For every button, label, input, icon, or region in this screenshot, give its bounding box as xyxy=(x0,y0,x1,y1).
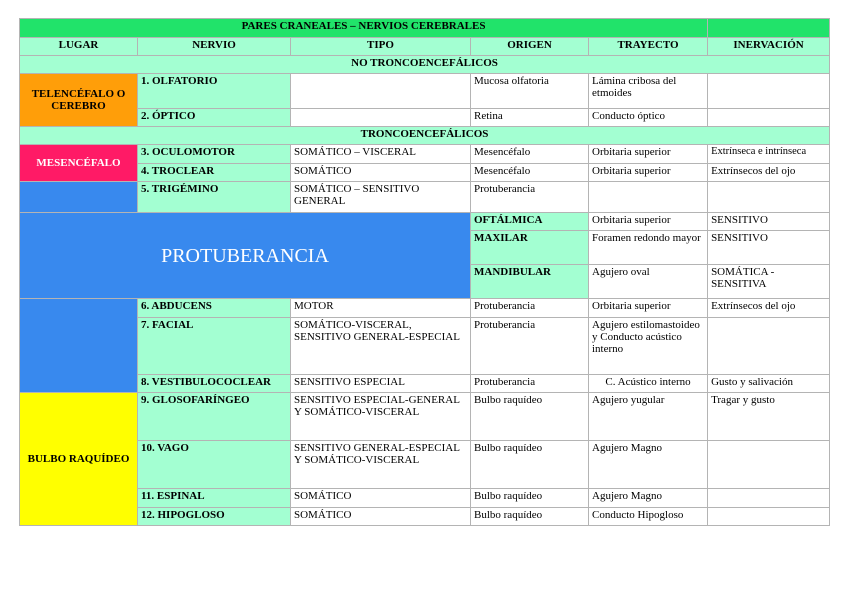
origen-cell: Retina xyxy=(471,109,589,127)
inervacion-cell xyxy=(708,109,830,127)
trayecto-cell: C. Acústico interno xyxy=(589,375,708,393)
nervio-branch-cell: MANDIBULAR xyxy=(471,265,589,299)
trayecto-cell: Agujero oval xyxy=(589,265,708,299)
header-origen: ORIGEN xyxy=(471,38,589,56)
inervacion-cell xyxy=(708,182,830,213)
tipo-cell: SENSITIVO GENERAL-ESPECIAL Y SOMÁTICO-VISCERAL xyxy=(291,441,471,489)
inervacion-cell: SENSITIVO xyxy=(708,231,830,265)
protuberancia-label: PROTUBERANCIA xyxy=(161,244,329,267)
tipo-cell: SENSITIVO ESPECIAL-GENERAL Y SOMÁTICO-VISCERAL xyxy=(291,393,471,441)
origen-cell: Protuberancia xyxy=(471,318,589,375)
nervio-cell: 11. ESPINAL xyxy=(138,489,291,508)
tipo-cell: SOMÁTICO – VISCERAL xyxy=(291,145,471,164)
trayecto-cell: Orbitaria superior xyxy=(589,164,708,182)
lugar-telencefalo: TELENCÉFALO O CEREBRO xyxy=(20,74,138,127)
inervacion-cell: Extrínsecos del ojo xyxy=(708,299,830,318)
table-title: PARES CRANEALES – NERVIOS CEREBRALES xyxy=(20,19,708,38)
title-empty-cell xyxy=(708,19,830,38)
tipo-cell: SOMÁTICO – SENSITIVO GENERAL xyxy=(291,182,471,213)
inervacion-cell xyxy=(708,489,830,508)
tipo-cell: SOMÁTICO xyxy=(291,164,471,182)
section-no-troncoencefalicos: NO TRONCOENCEFÁLICOS xyxy=(20,56,830,74)
inervacion-cell xyxy=(708,441,830,489)
nervio-cell: 12. HIPOGLOSO xyxy=(138,508,291,526)
origen-cell: Bulbo raquídeo xyxy=(471,393,589,441)
header-tipo: TIPO xyxy=(291,38,471,56)
lugar-protuberancia-bottom xyxy=(20,299,138,393)
header-inervacion: INERVACIÓN xyxy=(708,38,830,56)
nervio-branch-cell: MAXILAR xyxy=(471,231,589,265)
origen-cell: Bulbo raquídeo xyxy=(471,441,589,489)
trayecto-cell: Conducto Hipogloso xyxy=(589,508,708,526)
origen-cell: Protuberancia xyxy=(471,182,589,213)
nervio-cell: 5. TRIGÉMINO xyxy=(138,182,291,213)
inervacion-cell: Gusto y salivación xyxy=(708,375,830,393)
trayecto-cell: Lámina cribosa del etmoides xyxy=(589,74,708,109)
inervacion-cell: Tragar y gusto xyxy=(708,393,830,441)
inervacion-cell: Extrínsecos del ojo xyxy=(708,164,830,182)
origen-cell: Bulbo raquídeo xyxy=(471,508,589,526)
lugar-protuberancia xyxy=(20,213,471,299)
nervio-cell: 3. OCULOMOTOR xyxy=(138,145,291,164)
origen-cell: Mesencéfalo xyxy=(471,164,589,182)
trayecto-cell: Foramen redondo mayor xyxy=(589,231,708,265)
inervacion-cell xyxy=(708,508,830,526)
header-nervio: NERVIO xyxy=(138,38,291,56)
origen-cell: Mesencéfalo xyxy=(471,145,589,164)
origen-cell: Protuberancia xyxy=(471,375,589,393)
nervio-cell: 2. ÓPTICO xyxy=(138,109,291,127)
header-lugar: LUGAR xyxy=(20,38,138,56)
nervio-cell: 7. FACIAL xyxy=(138,318,291,375)
trayecto-cell: Agujero Magno xyxy=(589,441,708,489)
nervio-branch-cell: OFTÁLMICA xyxy=(471,213,589,231)
tipo-cell: SENSITIVO ESPECIAL xyxy=(291,375,471,393)
trayecto-cell: Orbitaria superior xyxy=(589,145,708,164)
trayecto-cell: Agujero Magno xyxy=(589,489,708,508)
inervacion-cell xyxy=(708,74,830,109)
origen-cell: Bulbo raquídeo xyxy=(471,489,589,508)
inervacion-cell: Extrínseca e intrínseca xyxy=(708,145,830,164)
lugar-bulbo-raquideo: BULBO RAQUÍDEO xyxy=(20,393,138,526)
trayecto-cell xyxy=(589,182,708,213)
trayecto-cell: Orbitaria superior xyxy=(589,213,708,231)
lugar-protuberancia-top xyxy=(20,182,138,213)
tipo-cell xyxy=(291,74,471,109)
nervio-cell: 9. GLOSOFARÍNGEO xyxy=(138,393,291,441)
trayecto-cell: Agujero yugular xyxy=(589,393,708,441)
trayecto-cell: Agujero estilomastoideo y Conducto acústico interno xyxy=(589,318,708,375)
trayecto-cell: Conducto óptico xyxy=(589,109,708,127)
nervio-cell: 4. TROCLEAR xyxy=(138,164,291,182)
header-trayecto: TRAYECTO xyxy=(589,38,708,56)
tipo-cell: SOMÁTICO xyxy=(291,508,471,526)
tipo-cell: SOMÁTICO-VISCERAL, SENSITIVO GENERAL-ESPECIAL xyxy=(291,318,471,375)
tipo-cell: SOMÁTICO xyxy=(291,489,471,508)
nervio-cell: 8. VESTIBULOCOCLEAR xyxy=(138,375,291,393)
inervacion-cell xyxy=(708,318,830,375)
inervacion-cell: SOMÁTICA - SENSITIVA xyxy=(708,265,830,299)
tipo-cell xyxy=(291,109,471,127)
trayecto-cell: Orbitaria superior xyxy=(589,299,708,318)
tipo-cell: MOTOR xyxy=(291,299,471,318)
nervio-cell: 10. VAGO xyxy=(138,441,291,489)
cranial-nerves-table xyxy=(19,18,830,526)
origen-cell: Protuberancia xyxy=(471,299,589,318)
nervio-cell: 1. OLFATORIO xyxy=(138,74,291,109)
origen-cell: Mucosa olfatoria xyxy=(471,74,589,109)
lugar-mesencefalo: MESENCÉFALO xyxy=(20,145,138,182)
inervacion-cell: SENSITIVO xyxy=(708,213,830,231)
section-troncoencefalicos: TRONCOENCEFÁLICOS xyxy=(20,127,830,145)
nervio-cell: 6. ABDUCENS xyxy=(138,299,291,318)
